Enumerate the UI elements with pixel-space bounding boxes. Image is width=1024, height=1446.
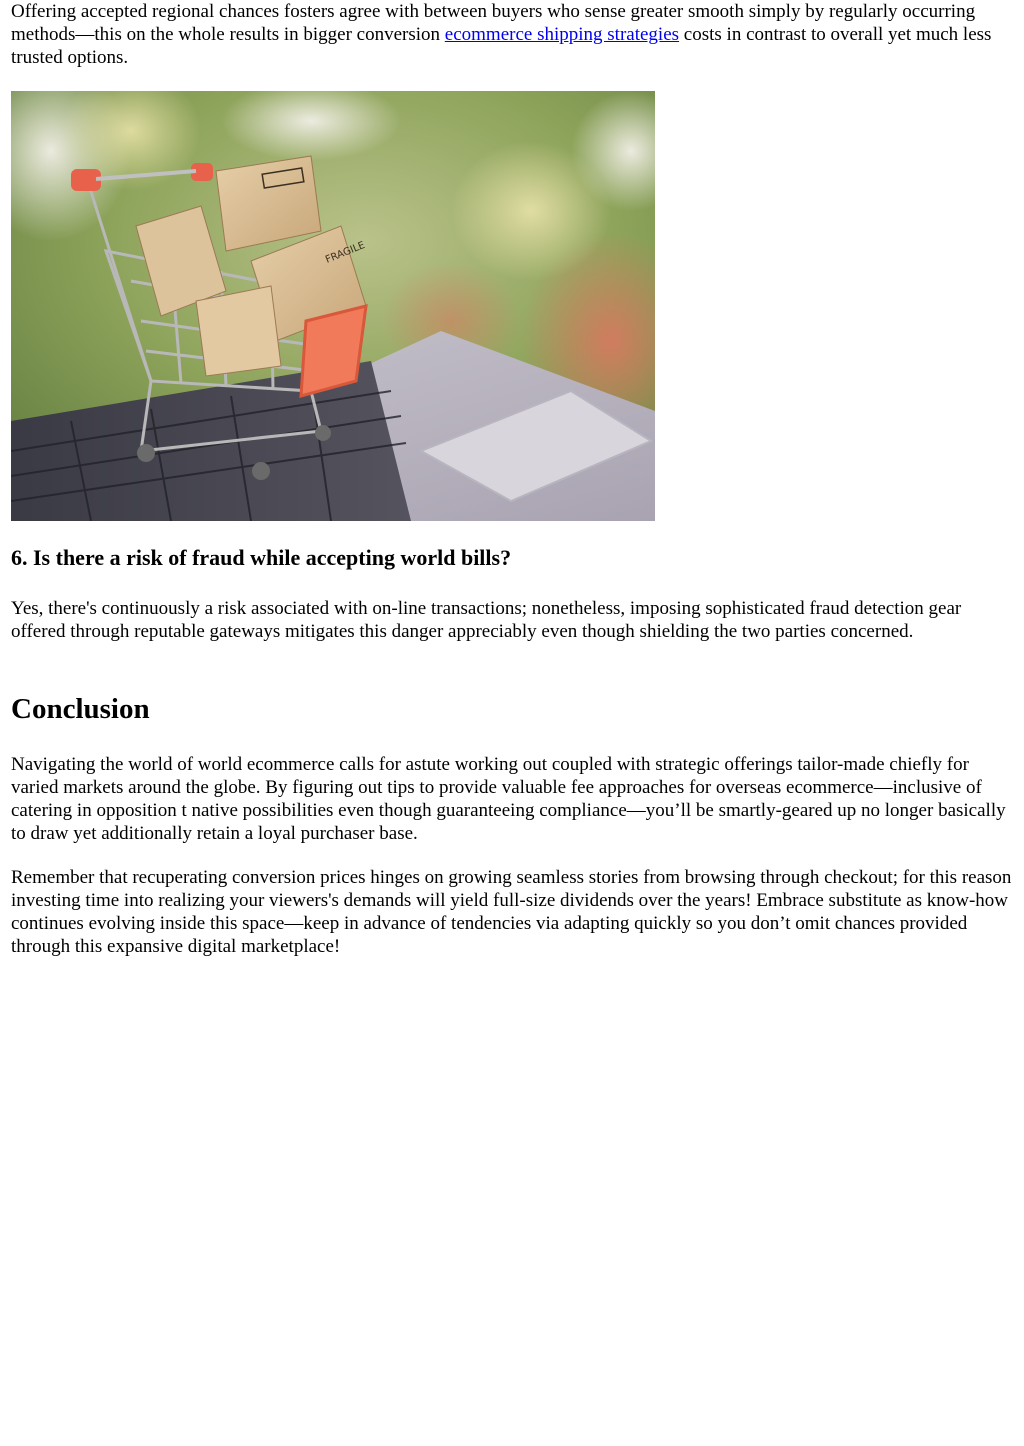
- faq-6-answer: Yes, there's continuously a risk associated with on-line transactions; nonetheless, imposing sophisticated fraud detection gear offered through reputable gateways mitigates this danger appreciably even though shielding the two parties concerned.: [11, 598, 962, 642]
- intro-text-before: Offering accepted regional chances fosters agree with between buyers who sense greater smooth simply by regularly occurring methods—this on the whole results in bigger conversion: [11, 1, 976, 45]
- conclusion-paragraph-1: Navigating the world of world ecommerce calls for astute working out coupled with strategic offerings tailor-made chiefly for varied markets around the globe. By figuring out tips to provide valuable fee approaches for overseas ecommerce—inclusive of catering in opposition t native possibilities even though guaranteeing compliance—you’ll be smartly-geared up no longer basically to draw yet additionally retain a loyal purchaser base.: [11, 754, 1006, 844]
- faq-6-heading: 6. Is there a risk of fraud while accepting world bills?: [11, 545, 512, 570]
- ecommerce-shipping-strategies-link[interactable]: ecommerce shipping strategies: [444, 24, 680, 45]
- conclusion-paragraph-2: Remember that recuperating conversion prices hinges on growing seamless stories from browsing through checkout; for this reason investing time into realizing your viewers's demands will yield full-size dividends over the years! Embrace substitute as know-how continues evolving inside this space—keep in advance of tendencies via adapting quickly so you don’t omit chances provided through this expansive digital marketplace!: [11, 867, 1012, 957]
- fragile-label: FRAGILE: [324, 240, 367, 266]
- intro-text-after: costs in contrast to overall yet much less trusted options.: [11, 24, 992, 68]
- shopping-cart-on-laptop-photo: [11, 91, 655, 521]
- conclusion-heading: Conclusion: [11, 693, 150, 725]
- intro-paragraph: [11, 0, 1016, 69]
